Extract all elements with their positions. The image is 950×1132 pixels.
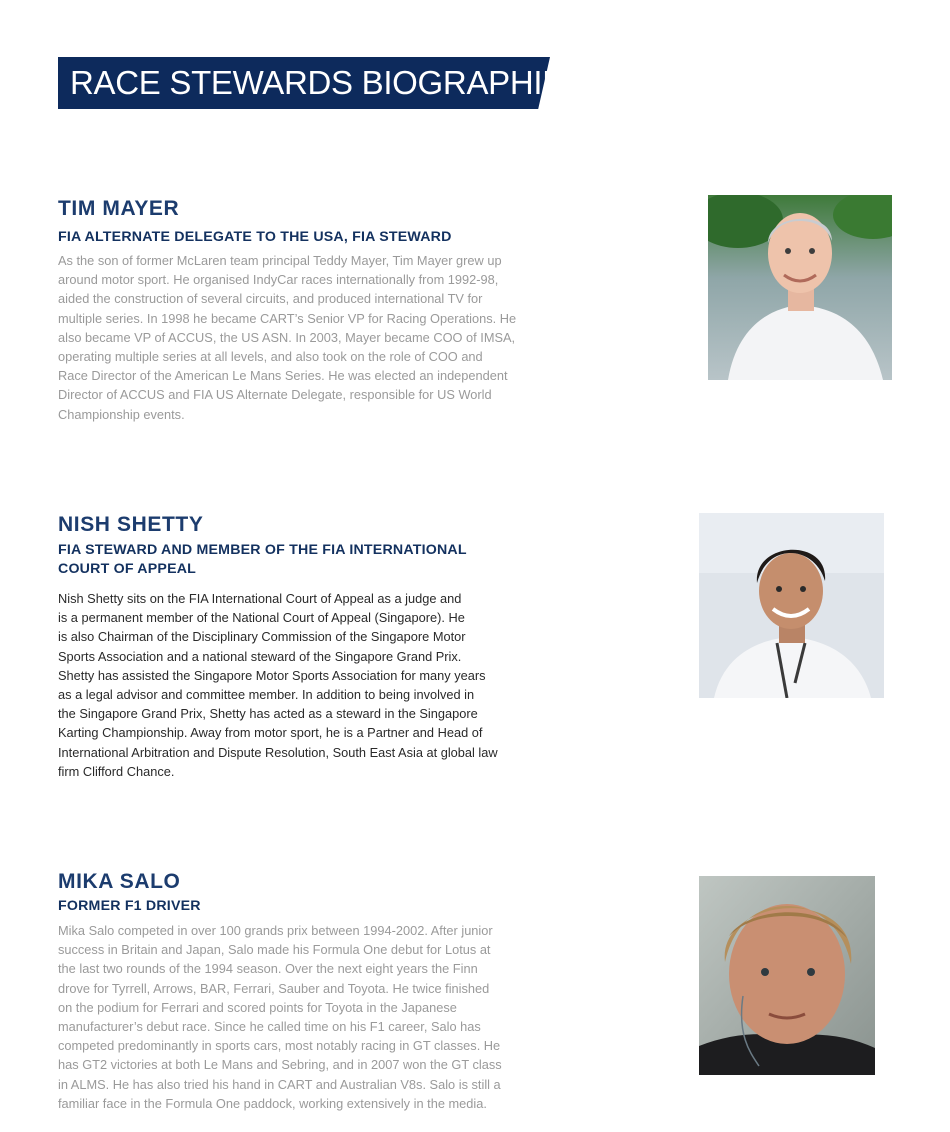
steward-bio-mika-salo xyxy=(58,869,548,1113)
bio-line: Sports Association and a national steward of the Singapore Grand Prix. xyxy=(58,648,462,664)
bio-line: around motor sport. He organised IndyCar races internationally from 1992-98, xyxy=(58,272,499,288)
bio-line: International Arbitration and Dispute Resolution, South East Asia at global law xyxy=(58,744,498,760)
bio-line: success in Britain and Japan, Salo made his Formula One debut for Lotus at xyxy=(58,942,491,958)
steward-bio-tim-mayer xyxy=(58,196,548,424)
bio-line: is a permanent member of the National Court of Appeal (Singapore). He xyxy=(58,610,465,626)
steward-name: TIM MAYER xyxy=(58,197,180,220)
bio-line: Race Director of the American Le Mans Series. He was elected an independent xyxy=(58,368,508,384)
steward-bio-nish-shetty xyxy=(58,512,548,781)
portrait-photo-icon xyxy=(708,195,892,380)
steward-bio-text xyxy=(58,921,548,1113)
bio-line: is also Chairman of the Disciplinary Commission of the Singapore Motor xyxy=(58,629,466,645)
bio-line: As the son of former McLaren team principal Teddy Mayer, Tim Mayer grew up xyxy=(58,253,502,268)
bio-line: Mika Salo competed in over 100 grands prix between 1994-2002. After junior xyxy=(58,923,493,938)
bio-line: as a legal advisor and committee member. In addition to being involved in xyxy=(58,687,475,703)
steward-role xyxy=(58,541,548,579)
bio-line: has GT2 victories at both Le Mans and Sebring, and in 2007 won the GT class xyxy=(58,1057,502,1073)
portrait-photo-icon xyxy=(699,513,884,698)
steward-bio-text xyxy=(58,251,548,424)
bio-line: aided the construction of several circuits, and produced international TV for xyxy=(58,291,483,307)
bio-line: Championship events. xyxy=(58,406,185,422)
page-title: RACE STEWARDS BIOGRAPHIES xyxy=(70,64,586,101)
bio-line: firm Clifford Chance. xyxy=(58,763,175,779)
bio-line: competed predominantly in sports cars, most notably racing in GT classes. He xyxy=(58,1038,501,1054)
bio-line: drove for Tyrrell, Arrows, BAR, Ferrari, Sauber and Toyota. He twice finished xyxy=(58,980,490,996)
role-line: FORMER F1 DRIVER xyxy=(58,898,201,914)
role-line: FIA ALTERNATE DELEGATE TO THE USA, FIA STEWARD xyxy=(58,229,452,245)
bio-line: also became VP of ACCUS, the US ASN. In 2003, Mayer became COO of IMSA, xyxy=(58,329,516,345)
bio-line: familiar face in the Formula One paddock, working extensively in the media. xyxy=(58,1095,487,1111)
bio-line: Director of ACCUS and FIA US Alternate Delegate, responsible for US World xyxy=(58,387,492,403)
steward-role xyxy=(58,897,548,916)
role-line: COURT OF APPEAL xyxy=(58,561,197,577)
bio-line: the last two rounds of the 1994 season. Over the next eight years the Finn xyxy=(58,961,478,977)
bio-line: Karting Championship. Away from motor sport, he is a Partner and Head of xyxy=(58,725,483,741)
bio-line: the Singapore Grand Prix, Shetty has acted as a steward in the Singapore xyxy=(58,706,478,722)
role-line: FIA STEWARD AND MEMBER OF THE FIA INTERNATIONAL xyxy=(58,542,467,558)
steward-photo-mika-salo xyxy=(699,876,875,1075)
steward-name: NISH SHETTY xyxy=(58,513,204,536)
steward-role xyxy=(58,228,548,247)
steward-bio-text xyxy=(58,589,548,781)
steward-photo-tim-mayer xyxy=(708,195,892,380)
bio-line: multiple series. In 1998 he became CART’s Senior VP for Racing Operations. He xyxy=(58,310,517,326)
bio-line: on the podium for Ferrari and scored points for Toyota in the Japanese xyxy=(58,999,457,1015)
bio-line: manufacturer’s debut race. Since he called time on his F1 career, Salo has xyxy=(58,1019,481,1035)
steward-photo-nish-shetty xyxy=(699,513,884,698)
bio-line: Shetty has assisted the Singapore Motor Sports Association for many years xyxy=(58,667,486,683)
steward-name: MIKA SALO xyxy=(58,870,181,893)
portrait-photo-icon xyxy=(699,876,875,1075)
bio-line: in ALMS. He has also tried his hand in CART and Australian V8s. Salo is still a xyxy=(58,1076,501,1092)
bio-line: operating multiple series at all levels, and also took on the role of COO and xyxy=(58,349,483,365)
bio-line: Nish Shetty sits on the FIA International Court of Appeal as a judge and xyxy=(58,591,462,606)
